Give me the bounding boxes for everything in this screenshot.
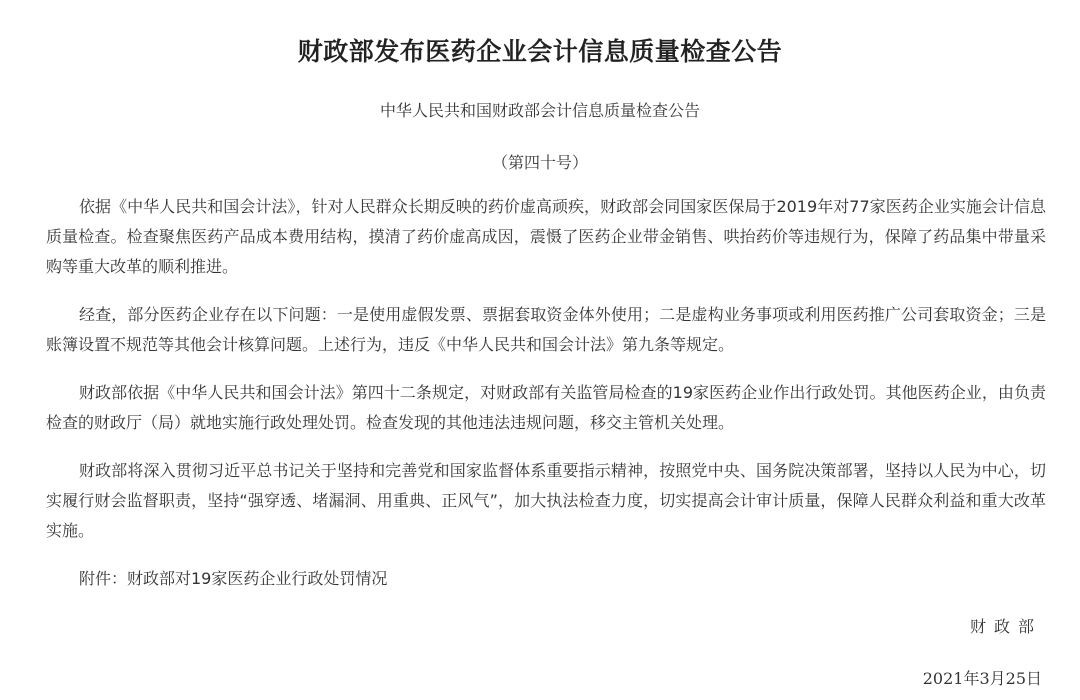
issuer-signature: 财政部 <box>969 617 1042 636</box>
paragraph-findings: 经查，部分医药企业存在以下问题：一是使用虚假发票、票据套取资金体外使用；二是虚构业务事项或利用医药推广公司套取资金；三是账簿设置不规范等其他会计核算问题。上述行为，违反《中华人民共和国会计法》第九条等规定。 <box>46 305 1046 354</box>
document-title: 财政部发布医药企业会计信息质量检查公告 <box>297 37 783 66</box>
paragraph-commitment: 财政部将深入贯彻习近平总书记关于坚持和完善党和国家监督体系重要指示精神，按照党中央、国务院决策部署，坚持以人民为中心，切实履行财会监督职责，坚持“强穿透、堵漏洞、用重典、正风气”，加大执法检查力度，切实提高会计审计质量，保障人民群众利益和重大改革实施。 <box>46 461 1046 540</box>
paragraph-attachment: 附件：财政部对19家医药企业行政处罚情况 <box>79 569 388 588</box>
paragraph-background: 依据《中华人民共和国会计法》，针对人民群众长期反映的药价虚高顽疾，财政部会同国家医保局于2019年对77家医药企业实施会计信息质量检查。检查聚焦医药产品成本费用结构，摸清了药价虚高成因，震慑了医药企业带金销售、哄抬药价等违规行为，保障了药品集中带量采购等重大改革的顺利推进。 <box>46 197 1046 276</box>
paragraph-penalties: 财政部依据《中华人民共和国会计法》第四十二条规定，对财政部有关监管局检查的19家医药企业作出行政处罚。其他医药企业，由负责检查的财政厅（局）就地实施行政处理处罚。检查发现的其他违法违规问题，移交主管机关处理。 <box>46 383 1046 432</box>
document-subtitle: 中华人民共和国财政部会计信息质量检查公告 <box>379 101 700 120</box>
issue-date: 2021年3月25日 <box>922 669 1042 688</box>
announcement-number: （第四十号） <box>491 153 588 172</box>
